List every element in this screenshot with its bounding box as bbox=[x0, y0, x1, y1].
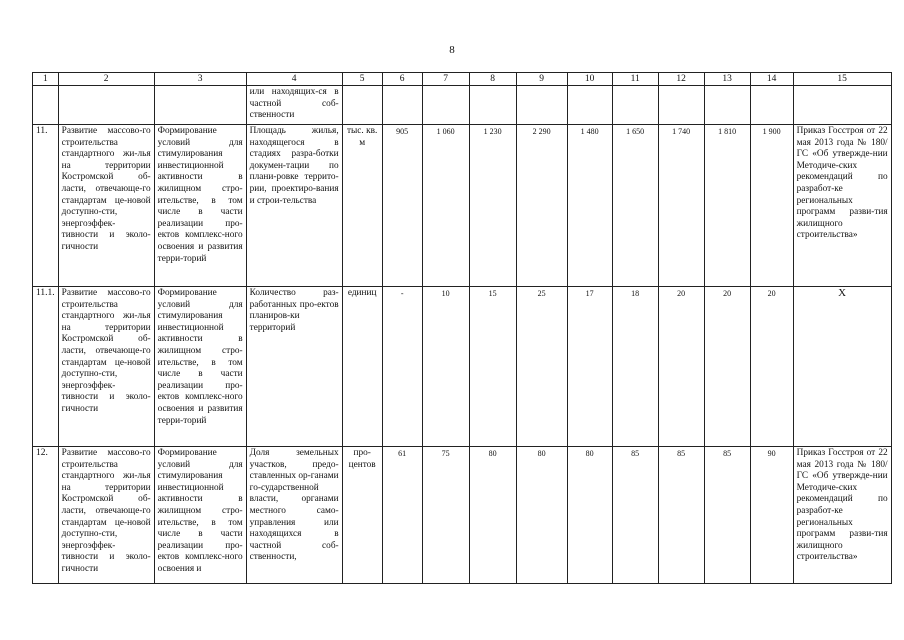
value-cell: 20 bbox=[658, 287, 704, 447]
indicator-cell: Доля земельных участков, предо-ставленных ор-ганами го-сударственной власти, органами местного само-управления или находящихся в частной соб-ственности, bbox=[246, 447, 342, 584]
header-col-5: 5 bbox=[342, 73, 382, 86]
value-cell: 25 bbox=[516, 287, 567, 447]
direction-cell: Развитие массово-го строительства стандартного жи-лья на территории Костромской об-ласти, отвечающе-го стандартам це-новой доступно-сти, энергоэффек-тивности и эколо-гичности bbox=[58, 125, 154, 287]
source-cell: Х bbox=[793, 287, 891, 447]
continuation-row bbox=[33, 86, 892, 125]
value-cell: 1 060 bbox=[422, 125, 469, 287]
header-col-7: 7 bbox=[422, 73, 469, 86]
value-cell: - bbox=[382, 287, 422, 447]
indicator-cell: или находящих-ся в частной соб-ственности bbox=[246, 86, 342, 125]
value-cell: 905 bbox=[382, 125, 422, 287]
table-row bbox=[33, 125, 892, 287]
direction-cell: Развитие массово-го строительства стандартного жи-лья на территории Костромской об-ласти, отвечающе-го стандартам це-новой доступно-сти, энергоэффек-тивности и эколо-гичности bbox=[58, 447, 154, 584]
value-cell: 20 bbox=[704, 287, 750, 447]
header-col-14: 14 bbox=[750, 73, 793, 86]
value-cell: 80 bbox=[516, 447, 567, 584]
header-col-4: 4 bbox=[246, 73, 342, 86]
table-row bbox=[33, 447, 892, 584]
header-col-8: 8 bbox=[469, 73, 516, 86]
header-col-10: 10 bbox=[567, 73, 612, 86]
value-cell: 75 bbox=[422, 447, 469, 584]
goal-cell: Формирование условий для стимулирования инвестиционной активности в жилищном стро-ительстве, в том числе в части реализации про-ектов комплекс-ного освоения и bbox=[154, 447, 246, 584]
value-cell: 80 bbox=[567, 447, 612, 584]
indicator-cell: Площадь жилья, находящегося в стадиях разра-ботки докумен-тации по плани-ровке террито-рии, проектиро-вания и строи-тельства bbox=[246, 125, 342, 287]
header-col-2: 2 bbox=[58, 73, 154, 86]
value-cell: 17 bbox=[567, 287, 612, 447]
page-number: 8 bbox=[449, 44, 455, 56]
value-cell: 85 bbox=[704, 447, 750, 584]
goal-cell: Формирование условий для стимулирования инвестиционной активности в жилищном стро-ительстве, в том числе в части реализации про-ектов комплекс-ного освоения и развития терри-торий bbox=[154, 287, 246, 447]
value-cell: 2 290 bbox=[516, 125, 567, 287]
header-row bbox=[33, 73, 892, 86]
value-cell: 1 740 bbox=[658, 125, 704, 287]
unit-cell: единиц bbox=[342, 287, 382, 447]
row-number: 11.1. bbox=[33, 287, 59, 447]
value-cell: 10 bbox=[422, 287, 469, 447]
direction-cell: Развитие массово-го строительства стандартного жи-лья на территории Костромской об-ласти, отвечающе-го стандартам це-новой доступно-сти, энергоэффек-тивности и эколо-гичности bbox=[58, 287, 154, 447]
value-cell: 1 480 bbox=[567, 125, 612, 287]
header-col-13: 13 bbox=[704, 73, 750, 86]
header-col-12: 12 bbox=[658, 73, 704, 86]
value-cell: 85 bbox=[612, 447, 658, 584]
header-col-3: 3 bbox=[154, 73, 246, 86]
value-cell: 1 900 bbox=[750, 125, 793, 287]
header-col-1: 1 bbox=[33, 73, 59, 86]
value-cell: 1 650 bbox=[612, 125, 658, 287]
table-row bbox=[33, 287, 892, 447]
source-cell: Приказ Госстроя от 22 мая 2013 года № 180/ГС «Об утвержде-нии Методиче-ских рекомендаций по разработ-ке региональных программ разви-тия жилищного строительства» bbox=[796, 448, 888, 563]
unit-cell: про-центов bbox=[342, 447, 382, 584]
value-cell: 18 bbox=[612, 287, 658, 447]
value-cell: 20 bbox=[750, 287, 793, 447]
goal-cell: Формирование условий для стимулирования инвестиционной активности в жилищном стро-ительстве, в том числе в части реализации про-ектов комплекс-ного освоения и развития терри-торий bbox=[154, 125, 246, 287]
header-col-6: 6 bbox=[382, 73, 422, 86]
value-cell: 80 bbox=[469, 447, 516, 584]
indicators-table bbox=[32, 72, 892, 584]
header-col-15: 15 bbox=[793, 73, 891, 86]
row-number: 11. bbox=[33, 125, 59, 287]
value-cell: 1 810 bbox=[704, 125, 750, 287]
indicator-cell: Количество раз-работанных про-ектов планиров-ки территорий bbox=[246, 287, 342, 447]
header-col-11: 11 bbox=[612, 73, 658, 86]
value-cell: 61 bbox=[382, 447, 422, 584]
value-cell: 90 bbox=[750, 447, 793, 584]
row-number: 12. bbox=[33, 447, 59, 584]
unit-cell: тыс. кв. м bbox=[342, 125, 382, 287]
value-cell: 1 230 bbox=[469, 125, 516, 287]
source-cell: Приказ Госстроя от 22 мая 2013 года № 180/ГС «Об утвержде-нии Методиче-ских рекомендаций по разработ-ке региональных программ разви-тия жилищного строительства» bbox=[796, 126, 888, 241]
header-col-9: 9 bbox=[516, 73, 567, 86]
value-cell: 85 bbox=[658, 447, 704, 584]
value-cell: 15 bbox=[469, 287, 516, 447]
